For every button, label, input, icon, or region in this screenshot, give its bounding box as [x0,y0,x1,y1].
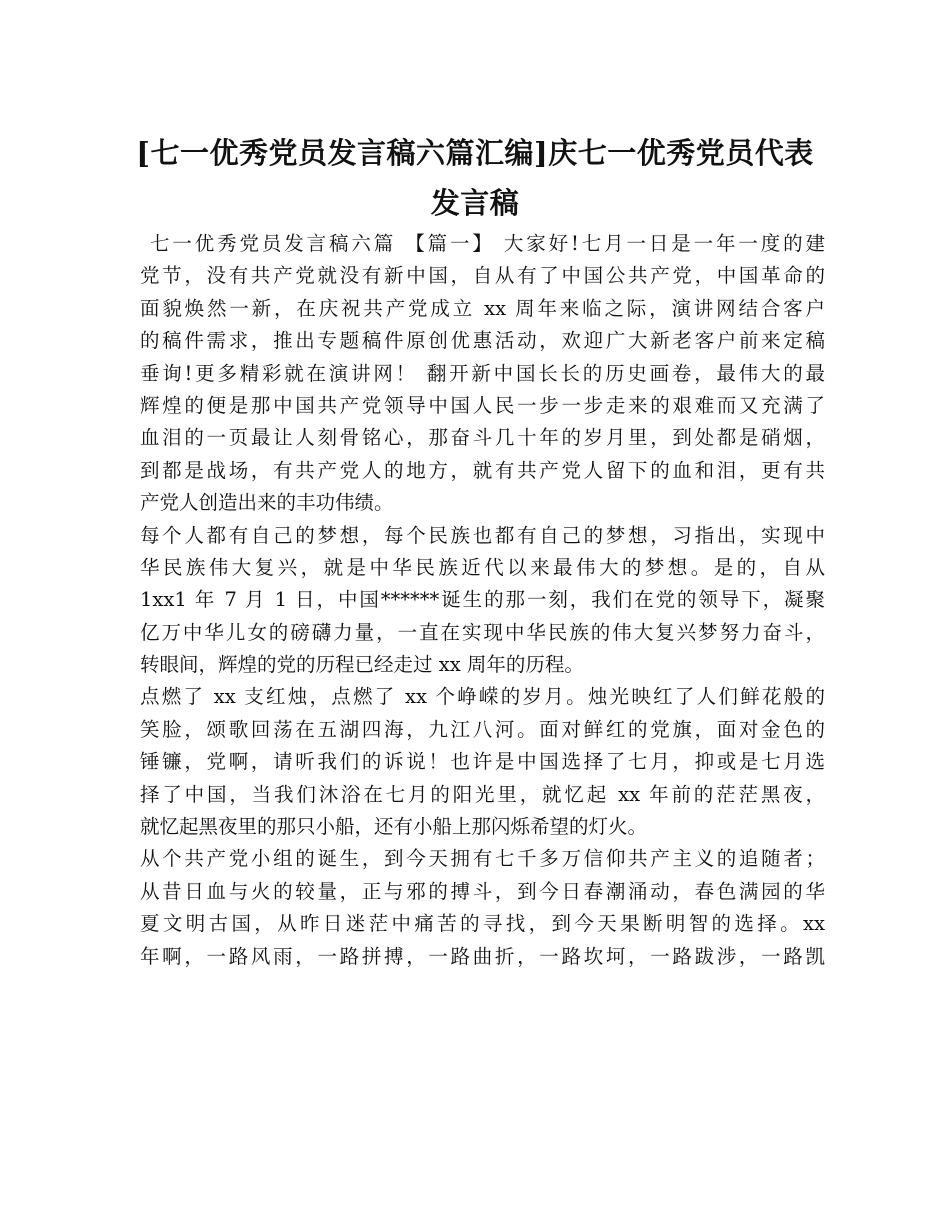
text-line: 产党人创造出来的丰功伟绩。 [140,491,394,515]
text-line: 每个人都有自己的梦想，每个民族也都有自己的梦想，习指出，实现中 [140,523,825,547]
document-title [100,128,850,228]
text-line: 七一优秀党员发言稿六篇 【篇一】 大家好!七月一日是一年一度的建 [150,232,825,255]
text-line: 面貌焕然一新，在庆祝共产党成立 xx 周年来临之际，演讲网结合客户 [140,296,825,320]
text-line: 辉煌的便是那中国共产党领导中国人民一步一步走来的艰难而又充满了 [140,393,825,417]
text-line: 从个共产党小组的诞生，到今天拥有七千多万信仰共产主义的追随者； [140,847,825,871]
text-line: 夏文明古国，从昨日迷茫中痛苦的寻找，到今天果断明智的选择。xx [140,912,825,936]
text-line: 血泪的一页最让人刻骨铭心，那奋斗几十年的岁月里，到处都是硝烟， [140,426,825,450]
paragraph [140,520,825,682]
text-line: 党节，没有共产党就没有新中国，自从有了中国公共产党，中国革命的 [140,264,825,288]
text-line: 点燃了 xx 支红烛，点燃了 xx 个峥嵘的岁月。烛光映红了人们鲜花般的 [140,685,825,709]
text-line: 垂询!更多精彩就在演讲网！ 翻开新中国长长的历史画卷，最伟大的最 [140,361,825,385]
title-line: [七一优秀党员发言稿六篇汇编]庆七一优秀党员代表 [136,136,814,170]
text-line: 1xx1 年 7 月 1 日，中国******诞生的那一刻，我们在党的领导下，凝聚 [140,588,825,612]
text-line: 亿万中华儿女的磅礴力量，一直在实现中华民族的伟大复兴梦努力奋斗， [140,620,825,644]
text-line: 笑脸，颂歌回荡在五湖四海，九江八河。面对鲜红的党旗，面对金色的 [140,717,825,741]
text-line: 华民族伟大复兴，就是中华民族近代以来最伟大的梦想。是的，自从 [140,555,825,579]
text-line: 的稿件需求，推出专题稿件原创优惠活动，欢迎广大新老客户前来定稿 [140,329,825,353]
paragraph [140,843,825,973]
text-line: 择了中国，当我们沐浴在七月的阳光里，就忆起 xx 年前的茫茫黑夜， [140,782,825,806]
paragraph [140,228,825,520]
text-line: 就忆起黑夜里的那只小船，还有小船上那闪烁希望的灯火。 [140,815,648,839]
document-body [140,228,825,973]
text-line: 转眼间，辉煌的党的历程已经走过 xx 周年的历程。 [140,653,584,677]
text-line: 锤镰，党啊，请听我们的诉说！也许是中国选择了七月，抑或是七月选 [140,750,825,774]
text-line: 从昔日血与火的较量，正与邪的搏斗，到今日春潮涌动，春色满园的华 [140,879,825,903]
text-line: 年啊，一路风雨，一路拼搏，一路曲折，一路坎坷，一路跋涉，一路凯 [140,944,825,968]
text-line: 到都是战场，有共产党人的地方，就有共产党人留下的血和泪，更有共 [140,458,825,482]
paragraph [140,681,825,843]
title-line: 发言稿 [430,186,520,220]
